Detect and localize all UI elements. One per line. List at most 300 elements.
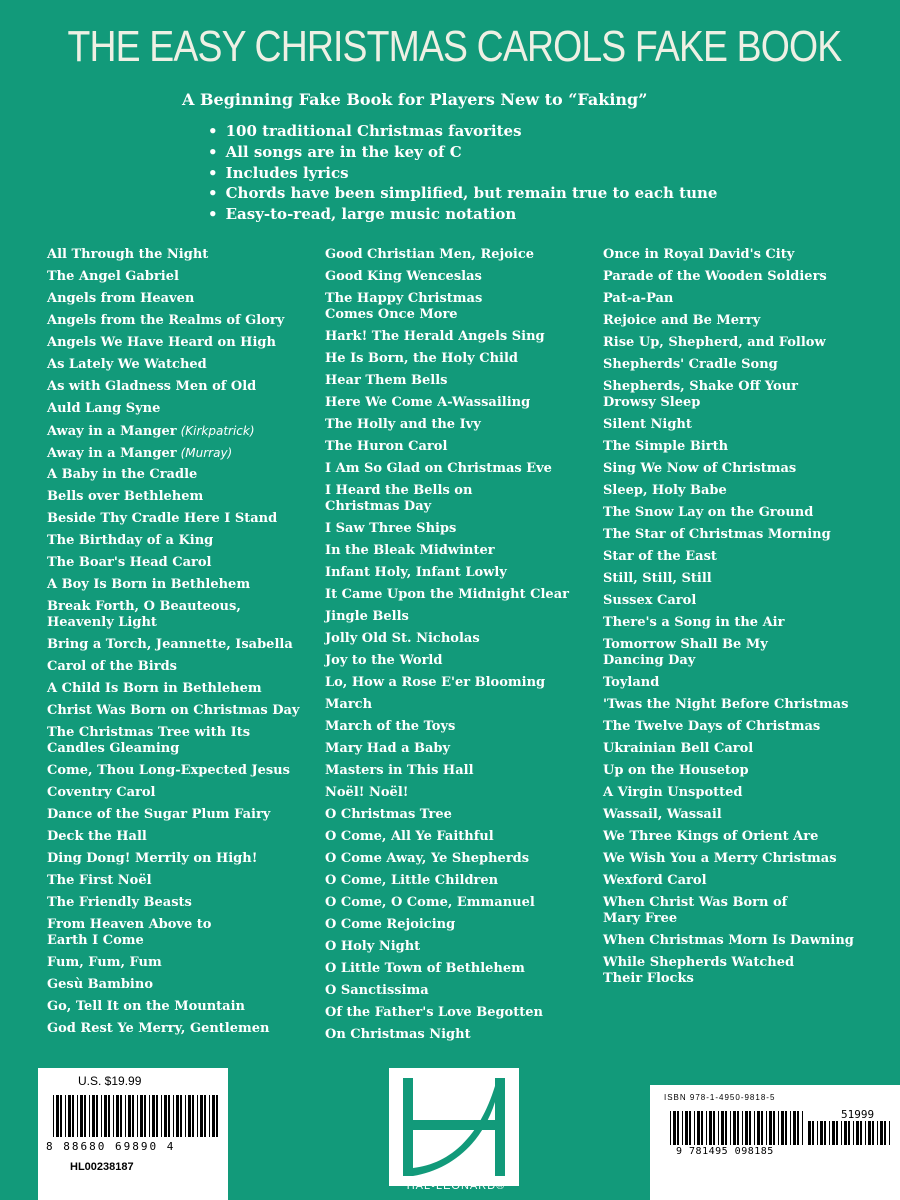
- isbn-barcode-box: [650, 1085, 900, 1200]
- barcode-bar: [176, 1095, 179, 1137]
- song-title-line: As with Gladness Men of Old: [47, 379, 257, 394]
- barcode-bar: [880, 1121, 883, 1145]
- song-title-line: Here We Come A-Wassailing: [325, 395, 531, 410]
- song-title: [47, 555, 312, 577]
- publisher-name: HAL•LEONARD®: [406, 1180, 506, 1192]
- barcode-bar: [832, 1121, 835, 1145]
- barcode-bar: [694, 1111, 695, 1145]
- song-title: [603, 637, 873, 675]
- barcode-bar: [785, 1111, 787, 1145]
- song-title-line: Come, Thou Long-Expected Jesus: [47, 763, 290, 778]
- song-title-line: Rise Up, Shepherd, and Follow: [603, 335, 826, 350]
- song-title-line: As Lately We Watched: [47, 357, 207, 372]
- song-title: [47, 763, 312, 785]
- song-title-line: When Christ Was Born of: [603, 895, 788, 910]
- barcode-bar: [773, 1111, 775, 1145]
- song-title: [47, 379, 312, 401]
- barcode-bar: [802, 1111, 803, 1145]
- barcode-bar: [173, 1095, 174, 1137]
- hal-leonard-logo-icon: [389, 1068, 519, 1186]
- barcode-bar: [101, 1095, 102, 1137]
- song-title-line: O Christmas Tree: [325, 807, 452, 822]
- song-title-line: Gesù Bambino: [47, 977, 153, 992]
- song-title: [603, 335, 873, 357]
- song-title-line: Mary Free: [603, 911, 678, 926]
- song-title: [325, 741, 590, 763]
- barcode-bar: [156, 1095, 158, 1137]
- song-title-line: Sussex Carol: [603, 593, 697, 608]
- barcode-bar: [766, 1111, 767, 1145]
- barcode-bar: [209, 1095, 210, 1137]
- song-title: [603, 615, 873, 637]
- song-title-line: Shepherds' Cradle Song: [603, 357, 778, 372]
- barcode-bar: [161, 1095, 162, 1137]
- song-title-line: Comes Once More: [325, 307, 458, 322]
- song-title-line: I Am So Glad on Christmas Eve: [325, 461, 552, 476]
- song-title: [325, 565, 590, 587]
- song-title: [603, 895, 873, 933]
- barcode-bar: [216, 1095, 218, 1137]
- barcode-bar: [72, 1095, 74, 1137]
- song-title-line: Go, Tell It on the Mountain: [47, 999, 245, 1014]
- barcode-bar: [77, 1095, 78, 1137]
- song-title: [603, 483, 873, 505]
- song-title-line: Good Christian Men, Rejoice: [325, 247, 535, 262]
- song-title-line: Fum, Fum, Fum: [47, 955, 162, 970]
- song-title-line: The Boar's Head Carol: [47, 555, 212, 570]
- barcode-bar: [745, 1111, 748, 1145]
- barcode-bar: [89, 1095, 90, 1137]
- barcode-bar: [68, 1095, 71, 1137]
- song-title-line: O Sanctissima: [325, 983, 429, 998]
- song-title-line: A Baby in the Cradle: [47, 467, 198, 482]
- song-title: [47, 335, 312, 357]
- subtitle: A Beginning Fake Book for Players New to “Faking”: [182, 90, 648, 109]
- song-title-line: A Virgin Unspotted: [603, 785, 743, 800]
- song-title: [325, 483, 590, 521]
- song-title-line: Heavenly Light: [47, 615, 157, 630]
- song-title: [47, 917, 312, 955]
- song-title-line: Hark! The Herald Angels Sing: [325, 329, 545, 344]
- barcode-bar: [713, 1111, 715, 1145]
- song-title: [603, 527, 873, 549]
- song-title: [47, 577, 312, 599]
- song-title: [325, 521, 590, 543]
- song-title: [47, 807, 312, 829]
- song-title-line: O Little Town of Bethlehem: [325, 961, 525, 976]
- barcode-bar: [872, 1121, 874, 1145]
- song-title: [603, 763, 873, 785]
- song-title: [47, 851, 312, 873]
- song-title: [325, 1027, 590, 1049]
- barcode-bar: [96, 1095, 98, 1137]
- song-title: [325, 587, 590, 609]
- song-title-line: The Christmas Tree with Its: [47, 725, 251, 740]
- song-title: [325, 917, 590, 939]
- song-title-line: Jingle Bells: [325, 609, 409, 624]
- barcode-bar: [697, 1111, 700, 1145]
- barcode-bar: [53, 1095, 54, 1137]
- price-barcode-box: [38, 1068, 228, 1200]
- song-title: [47, 977, 312, 999]
- barcode-bar: [865, 1121, 866, 1145]
- song-title-line: He Is Born, the Holy Child: [325, 351, 519, 366]
- song-column-3: [603, 247, 873, 993]
- barcode-bar: [757, 1111, 760, 1145]
- song-title-line: Their Flocks: [603, 971, 694, 986]
- barcode-bar: [718, 1111, 719, 1145]
- barcode-bar: [120, 1095, 122, 1137]
- barcode-bar: [860, 1121, 862, 1145]
- song-title: [325, 785, 590, 807]
- barcode-bar: [721, 1111, 724, 1145]
- song-title-line: Good King Wenceslas: [325, 269, 482, 284]
- song-title-line: Shepherds, Shake Off Your: [603, 379, 798, 394]
- barcode-bar: [701, 1111, 703, 1145]
- song-title-line: God Rest Ye Merry, Gentlemen: [47, 1021, 270, 1036]
- song-title: [603, 719, 873, 741]
- barcode-bar: [848, 1121, 850, 1145]
- song-title: [47, 637, 312, 659]
- song-title-line: When Christmas Morn Is Dawning: [603, 933, 854, 948]
- song-title-line: Dancing Day: [603, 653, 696, 668]
- song-title: [47, 785, 312, 807]
- song-arranger-note: (Kirkpatrick): [180, 424, 255, 438]
- song-title: [325, 609, 590, 631]
- song-title-line: Deck the Hall: [47, 829, 147, 844]
- song-title: [47, 467, 312, 489]
- song-title: [325, 351, 590, 373]
- song-title: [47, 659, 312, 681]
- song-title: [325, 439, 590, 461]
- barcode-bar: [793, 1111, 796, 1145]
- product-code: HL00238187: [70, 1161, 134, 1173]
- song-title: [47, 489, 312, 511]
- song-title: [603, 291, 873, 313]
- song-title: [47, 895, 312, 917]
- song-title-line: We Wish You a Merry Christmas: [603, 851, 837, 866]
- barcode-bar: [730, 1111, 731, 1145]
- barcode-bar: [884, 1121, 886, 1145]
- song-title: [325, 873, 590, 895]
- song-title-line: Joy to the World: [325, 653, 443, 668]
- song-title-line: The Star of Christmas Morning: [603, 527, 831, 542]
- song-title-line: Sleep, Holy Babe: [603, 483, 727, 498]
- song-title: [603, 955, 873, 993]
- song-title-line: Christmas Day: [325, 499, 432, 514]
- song-title-line: Mary Had a Baby: [325, 741, 451, 756]
- song-title-line: Lo, How a Rose E'er Blooming: [325, 675, 546, 690]
- song-title: [325, 417, 590, 439]
- song-title-line: O Come, All Ye Faithful: [325, 829, 494, 844]
- song-title-line: O Come, O Come, Emmanuel: [325, 895, 535, 910]
- barcode-bar: [185, 1095, 186, 1137]
- song-title: [603, 357, 873, 379]
- song-title: [325, 269, 590, 291]
- price-addon-barcode: [808, 1121, 890, 1145]
- barcode-bar: [790, 1111, 791, 1145]
- song-column-1: [47, 247, 312, 1043]
- song-title-line: Auld Lang Syne: [47, 401, 161, 416]
- song-title-line: Angels We Have Heard on High: [47, 335, 276, 350]
- song-title: [603, 505, 873, 527]
- barcode-bar: [673, 1111, 676, 1145]
- song-title-line: Masters in This Hall: [325, 763, 474, 778]
- barcode-bar: [84, 1095, 86, 1137]
- song-title: [325, 807, 590, 829]
- song-title: [325, 247, 590, 269]
- song-arranger-note: (Murray): [180, 446, 233, 460]
- song-title-line: Candles Gleaming: [47, 741, 180, 756]
- barcode-bar: [149, 1095, 150, 1137]
- song-title: [603, 807, 873, 829]
- song-title-line: Hear Them Bells: [325, 373, 448, 388]
- feature-item: • All songs are in the key of C: [208, 142, 717, 163]
- song-title: [603, 785, 873, 807]
- barcode-bar: [749, 1111, 751, 1145]
- song-title-line: O Come Away, Ye Shepherds: [325, 851, 530, 866]
- song-title: [325, 543, 590, 565]
- feature-item: • Chords have been simplified, but remain true to each tune: [208, 183, 717, 204]
- song-title-line: The Snow Lay on the Ground: [603, 505, 814, 520]
- barcode-bar: [144, 1095, 146, 1137]
- song-title-line: From Heaven Above to: [47, 917, 212, 932]
- song-title: [325, 851, 590, 873]
- song-title: [47, 357, 312, 379]
- song-title-line: Angels from Heaven: [47, 291, 195, 306]
- song-title-line: Of the Father's Love Begotten: [325, 1005, 543, 1020]
- song-title: [325, 983, 590, 1005]
- song-title-line: The Happy Christmas: [325, 291, 483, 306]
- barcode-bar: [180, 1095, 182, 1137]
- song-title-line: March of the Toys: [325, 719, 456, 734]
- song-title-line: The Angel Gabriel: [47, 269, 179, 284]
- song-title: [47, 247, 312, 269]
- song-title: [603, 873, 873, 895]
- song-title-line: A Boy Is Born in Bethlehem: [47, 577, 251, 592]
- song-title: [603, 247, 873, 269]
- barcode-bar: [742, 1111, 743, 1145]
- barcode-bar: [820, 1121, 823, 1145]
- barcode-bar: [812, 1121, 814, 1145]
- song-title: [47, 599, 312, 637]
- song-title: [325, 895, 590, 917]
- barcode-bar: [889, 1121, 890, 1145]
- feature-item: • Easy-to-read, large music notation: [208, 204, 717, 225]
- song-title: [325, 763, 590, 785]
- price-addon-digits: 51999: [841, 1108, 875, 1121]
- song-title: [47, 999, 312, 1021]
- song-title: [47, 1021, 312, 1043]
- song-title-line: On Christmas Night: [325, 1027, 471, 1042]
- song-title-line: It Came Upon the Midnight Clear: [325, 587, 569, 602]
- song-title: [47, 401, 312, 423]
- song-title: [603, 675, 873, 697]
- barcode-bar: [140, 1095, 143, 1137]
- price-label: U.S. $19.99: [78, 1074, 142, 1088]
- barcode-bar: [709, 1111, 712, 1145]
- barcode-bar: [689, 1111, 691, 1145]
- feature-list: [208, 121, 717, 225]
- song-title-line: Star of the East: [603, 549, 717, 564]
- song-title-line: Break Forth, O Beauteous,: [47, 599, 241, 614]
- barcode-bar: [152, 1095, 155, 1137]
- barcode-bar: [125, 1095, 126, 1137]
- barcode-bar: [137, 1095, 138, 1137]
- song-title-line: Jolly Old St. Nicholas: [325, 631, 480, 646]
- song-title: [603, 829, 873, 851]
- song-title: [603, 741, 873, 763]
- song-title: [325, 461, 590, 483]
- song-title: [325, 631, 590, 653]
- song-title: [325, 939, 590, 961]
- song-column-2: [325, 247, 590, 1049]
- song-title: [47, 313, 312, 335]
- barcode-bar: [685, 1111, 688, 1145]
- song-title-line: The Twelve Days of Christmas: [603, 719, 821, 734]
- song-title: [325, 329, 590, 351]
- song-title: [325, 719, 590, 741]
- barcode-bar: [92, 1095, 95, 1137]
- barcode-bar: [128, 1095, 131, 1137]
- song-title: [603, 461, 873, 483]
- barcode-bar: [65, 1095, 66, 1137]
- barcode-bar: [853, 1121, 854, 1145]
- song-title-line: Rejoice and Be Merry: [603, 313, 761, 328]
- song-title-line: The Birthday of a King: [47, 533, 214, 548]
- song-title-line: Up on the Housetop: [603, 763, 749, 778]
- feature-item: • Includes lyrics: [208, 163, 717, 184]
- song-title-line: Bring a Torch, Jeannette, Isabella: [47, 637, 293, 652]
- song-title-line: Still, Still, Still: [603, 571, 712, 586]
- song-title: [603, 571, 873, 593]
- feature-item: • 100 traditional Christmas favorites: [208, 121, 717, 142]
- song-title: [47, 445, 312, 467]
- barcode-bar: [769, 1111, 772, 1145]
- song-title-line: O Holy Night: [325, 939, 421, 954]
- song-title-line: Carol of the Birds: [47, 659, 177, 674]
- song-title-line: Coventry Carol: [47, 785, 156, 800]
- song-title-line: Beside Thy Cradle Here I Stand: [47, 511, 278, 526]
- song-title: [47, 423, 312, 445]
- song-title: [603, 379, 873, 417]
- song-title-line: While Shepherds Watched: [603, 955, 795, 970]
- song-title: [47, 681, 312, 703]
- barcode-bar: [80, 1095, 83, 1137]
- song-title-line: Infant Holy, Infant Lowly: [325, 565, 507, 580]
- barcode-bar: [200, 1095, 203, 1137]
- barcode-bar: [737, 1111, 739, 1145]
- song-title: [325, 373, 590, 395]
- song-title-line: Earth I Come: [47, 933, 144, 948]
- ean-digits: 9 781495 098185: [676, 1146, 774, 1157]
- song-title-line: Tomorrow Shall Be My: [603, 637, 768, 652]
- barcode-bar: [104, 1095, 107, 1137]
- song-title-line: Once in Royal David's City: [603, 247, 795, 262]
- barcode-bar: [188, 1095, 191, 1137]
- barcode-bar: [204, 1095, 206, 1137]
- song-title: [603, 313, 873, 335]
- song-title: [325, 291, 590, 329]
- song-title-line: O Come, Little Children: [325, 873, 499, 888]
- song-title-line: Wassail, Wassail: [603, 807, 722, 822]
- upc-digits: 8 88680 69890 4: [46, 1140, 176, 1153]
- song-title: [47, 269, 312, 291]
- barcode-bar: [725, 1111, 727, 1145]
- barcode-bar: [706, 1111, 707, 1145]
- song-title: [325, 395, 590, 417]
- barcode-bar: [60, 1095, 62, 1137]
- song-title: [603, 549, 873, 571]
- song-title-line: March: [325, 697, 373, 712]
- barcode-bar: [682, 1111, 683, 1145]
- upc-barcode: [53, 1095, 218, 1137]
- barcode-bar: [836, 1121, 838, 1145]
- song-title-line: The First Noël: [47, 873, 152, 888]
- song-title-line: O Come Rejoicing: [325, 917, 456, 932]
- song-title-line: I Saw Three Ships: [325, 521, 457, 536]
- song-title-line: Noël! Noël!: [325, 785, 409, 800]
- ean-barcode: [670, 1111, 804, 1145]
- song-title-line: In the Bleak Midwinter: [325, 543, 495, 558]
- song-title: [47, 291, 312, 313]
- song-title-line: A Child Is Born in Bethlehem: [47, 681, 262, 696]
- song-title: [603, 933, 873, 955]
- song-title-line: Bells over Bethlehem: [47, 489, 204, 504]
- song-title: [325, 675, 590, 697]
- song-title: [47, 725, 312, 763]
- song-title: [325, 961, 590, 983]
- song-title: [603, 593, 873, 615]
- barcode-bar: [56, 1095, 59, 1137]
- barcode-bar: [754, 1111, 755, 1145]
- barcode-bar: [670, 1111, 671, 1145]
- song-title-line: 'Twas the Night Before Christmas: [603, 697, 849, 712]
- barcode-bar: [192, 1095, 194, 1137]
- barcode-bar: [197, 1095, 198, 1137]
- song-title: [603, 417, 873, 439]
- song-title: [325, 697, 590, 719]
- song-title-line: Angels from the Realms of Glory: [47, 313, 285, 328]
- barcode-bar: [132, 1095, 134, 1137]
- isbn-label: ISBN 978-1-4950-9818-5: [664, 1093, 776, 1102]
- song-title: [603, 851, 873, 873]
- song-title-line: The Huron Carol: [325, 439, 448, 454]
- barcode-bar: [797, 1111, 799, 1145]
- song-title: [47, 533, 312, 555]
- song-title: [47, 955, 312, 977]
- barcode-bar: [841, 1121, 842, 1145]
- barcode-bar: [113, 1095, 114, 1137]
- barcode-bar: [677, 1111, 679, 1145]
- barcode-bar: [761, 1111, 763, 1145]
- song-title-line: Dance of the Sugar Plum Fairy: [47, 807, 271, 822]
- barcode-bar: [877, 1121, 878, 1145]
- song-title-line: We Three Kings of Orient Are: [603, 829, 819, 844]
- song-title-line: The Simple Birth: [603, 439, 729, 454]
- song-title: [47, 511, 312, 533]
- barcode-bar: [778, 1111, 779, 1145]
- song-title: [325, 829, 590, 851]
- book-title: THE EASY CHRISTMAS CAROLS FAKE BOOK: [67, 22, 842, 71]
- song-title-line: Drowsy Sleep: [603, 395, 701, 410]
- barcode-bar: [829, 1121, 830, 1145]
- song-title: [325, 653, 590, 675]
- song-title-line: The Friendly Beasts: [47, 895, 192, 910]
- song-title: [47, 829, 312, 851]
- song-title-line: Silent Night: [603, 417, 692, 432]
- song-title-line: Christ Was Born on Christmas Day: [47, 703, 300, 718]
